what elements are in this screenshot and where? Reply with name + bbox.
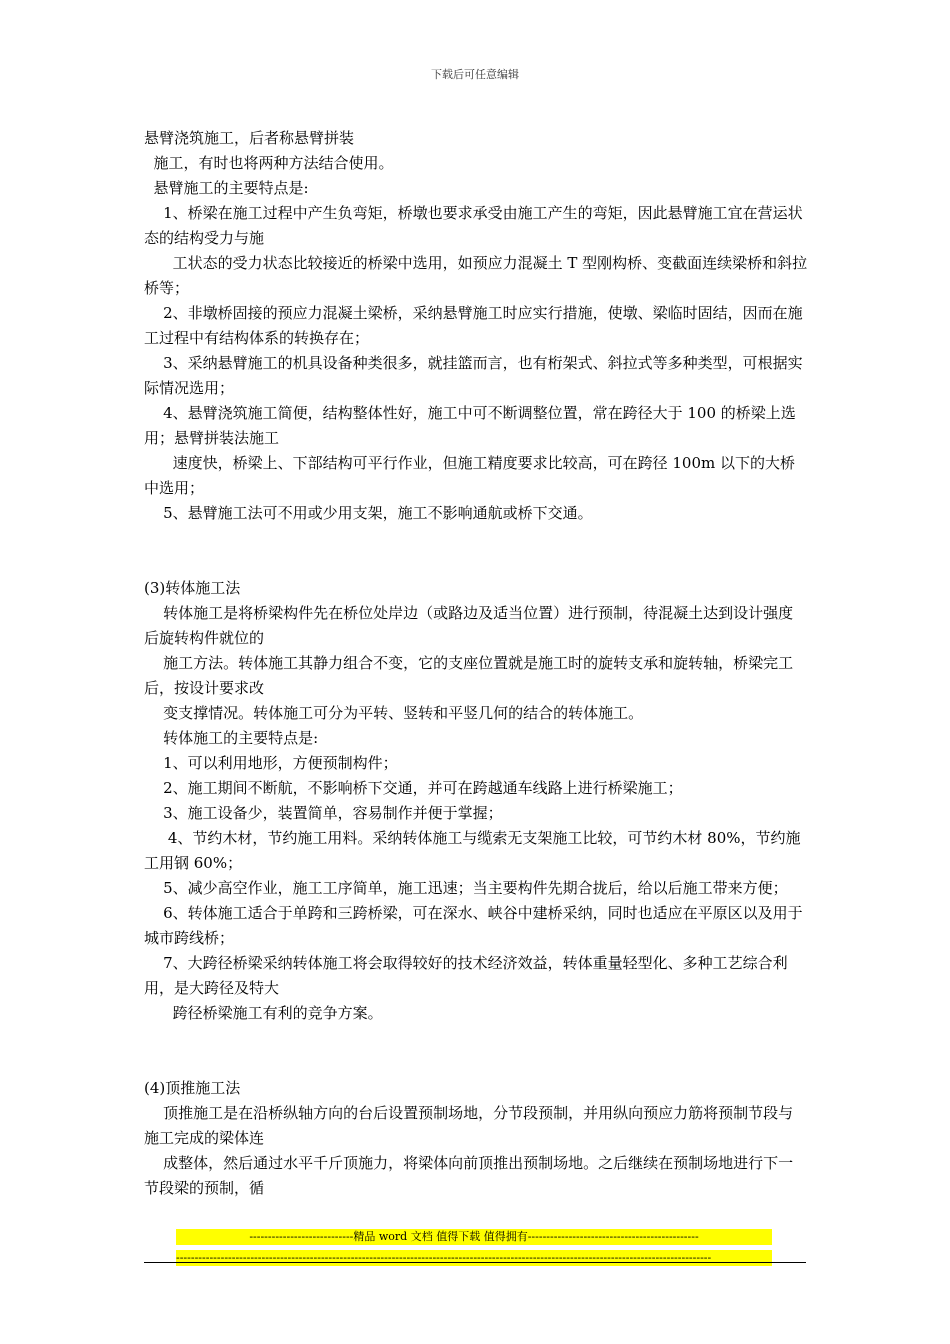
footer-rule bbox=[144, 1262, 806, 1263]
paragraph-line: 5、悬臂施工法可不用或少用支架，施工不影响通航或桥下交通。 bbox=[144, 504, 593, 522]
paragraph-line: 3、采纳悬臂施工的机具设备种类很多，就挂篮而言，也有桁架式、斜拉式等多种类型，可根据实际情况选用； bbox=[144, 354, 803, 397]
paragraph-line: 速度快，桥梁上、下部结构可平行作业，但施工精度要求比较高，可在跨径 100m 以下的大桥中选用； bbox=[144, 454, 796, 497]
paragraph-line: 2、非墩桥固接的预应力混凝土梁桥，采纳悬臂施工时应实行措施，使墩、梁临时固结，因而在施工过程中有结构体系的转换存在； bbox=[144, 304, 803, 347]
paragraph-line: 施工，有时也将两种方法结合使用。 bbox=[144, 154, 394, 172]
paragraph-line: 转体施工的主要特点是: bbox=[144, 729, 319, 747]
section-heading: (3)转体施工法 bbox=[144, 579, 241, 597]
paragraph-line: 施工方法。转体施工其静力组合不变，它的支座位置就是施工时的旋转支承和旋转轴，桥梁完工后，按设计要求改 bbox=[144, 654, 794, 697]
section-heading: (4)顶推施工法 bbox=[144, 1079, 241, 1097]
paragraph-line: 1、桥梁在施工过程中产生负弯矩，桥墩也要求承受由施工产生的弯矩，因此悬臂施工宜在营运状态的结构受力与施 bbox=[144, 204, 803, 247]
paragraph-line: 7、大跨径桥梁采纳转体施工将会取得较好的技术经济效益，转体重量轻型化、多种工艺综合利用，是大跨径及特大 bbox=[144, 954, 788, 997]
paragraph-line: 顶推施工是在沿桥纵轴方向的台后设置预制场地，分节段预制，并用纵向预应力筋将预制节段与施工完成的梁体连 bbox=[144, 1104, 794, 1147]
paragraph-line: 6、转体施工适合于单跨和三跨桥梁，可在深水、峡谷中建桥采纳，同时也适应在平原区以及用于城市跨线桥； bbox=[144, 904, 803, 947]
paragraph-line: 4、节约木材，节约施工用料。采纳转体施工与缆索无支架施工比较，可节约木材 80%，节约施工用钢 60%； bbox=[144, 829, 801, 872]
paragraph-line: 工状态的受力状态比较接近的桥梁中选用，如预应力混凝土 T 型刚构桥、变截面连续梁桥和斜拉桥等； bbox=[144, 254, 808, 297]
page-footer bbox=[144, 1229, 808, 1271]
paragraph-line: 转体施工是将桥梁构件先在桥位处岸边（或路边及适当位置）进行预制，待混凝土达到设计强度后旋转构件就位的 bbox=[144, 604, 794, 647]
section-incremental-launching bbox=[144, 1076, 808, 1201]
paragraph-line: 悬臂施工的主要特点是: bbox=[144, 179, 309, 197]
paragraph-line: 跨径桥梁施工有利的竞争方案。 bbox=[144, 1004, 383, 1022]
paragraph-line: 5、减少高空作业，施工工序简单，施工迅速；当主要构件先期合拢后，给以后施工带来方便； bbox=[144, 879, 788, 897]
paragraph-line: 3、施工设备少，装置简单，容易制作并便于掌握； bbox=[144, 804, 503, 822]
section-swivel bbox=[144, 576, 808, 1026]
page-header: 下载后可任意编辑 bbox=[431, 68, 519, 81]
footer-banner: ----------------------------精品 word 文档 值得下载 值得拥有---------------------------------------------- bbox=[176, 1229, 772, 1245]
footer-dash-line: ------------------------------------------------------------------------------------------------------------------------------------------------ bbox=[176, 1250, 772, 1266]
paragraph-line: 成整体，然后通过水平千斤顶施力，将梁体向前顶推出预制场地。之后继续在预制场地进行下一节段梁的预制，循 bbox=[144, 1154, 794, 1197]
paragraph-line: 4、悬臂浇筑施工简便，结构整体性好，施工中可不断调整位置，常在跨径大于 100 的桥梁上选用；悬臂拼装法施工 bbox=[144, 404, 796, 447]
section-cantilever bbox=[144, 126, 808, 526]
paragraph-line: 悬臂浇筑施工，后者称悬臂拼装 bbox=[144, 129, 355, 147]
paragraph-line: 2、施工期间不断航，不影响桥下交通，并可在跨越通车线路上进行桥梁施工； bbox=[144, 779, 683, 797]
paragraph-line: 1、可以利用地形，方便预制构件； bbox=[144, 754, 398, 772]
spacer bbox=[144, 526, 808, 576]
paragraph-line: 变支撑情况。转体施工可分为平转、竖转和平竖几何的结合的转体施工。 bbox=[144, 704, 644, 722]
spacer bbox=[144, 1026, 808, 1076]
document-body bbox=[144, 126, 808, 1201]
